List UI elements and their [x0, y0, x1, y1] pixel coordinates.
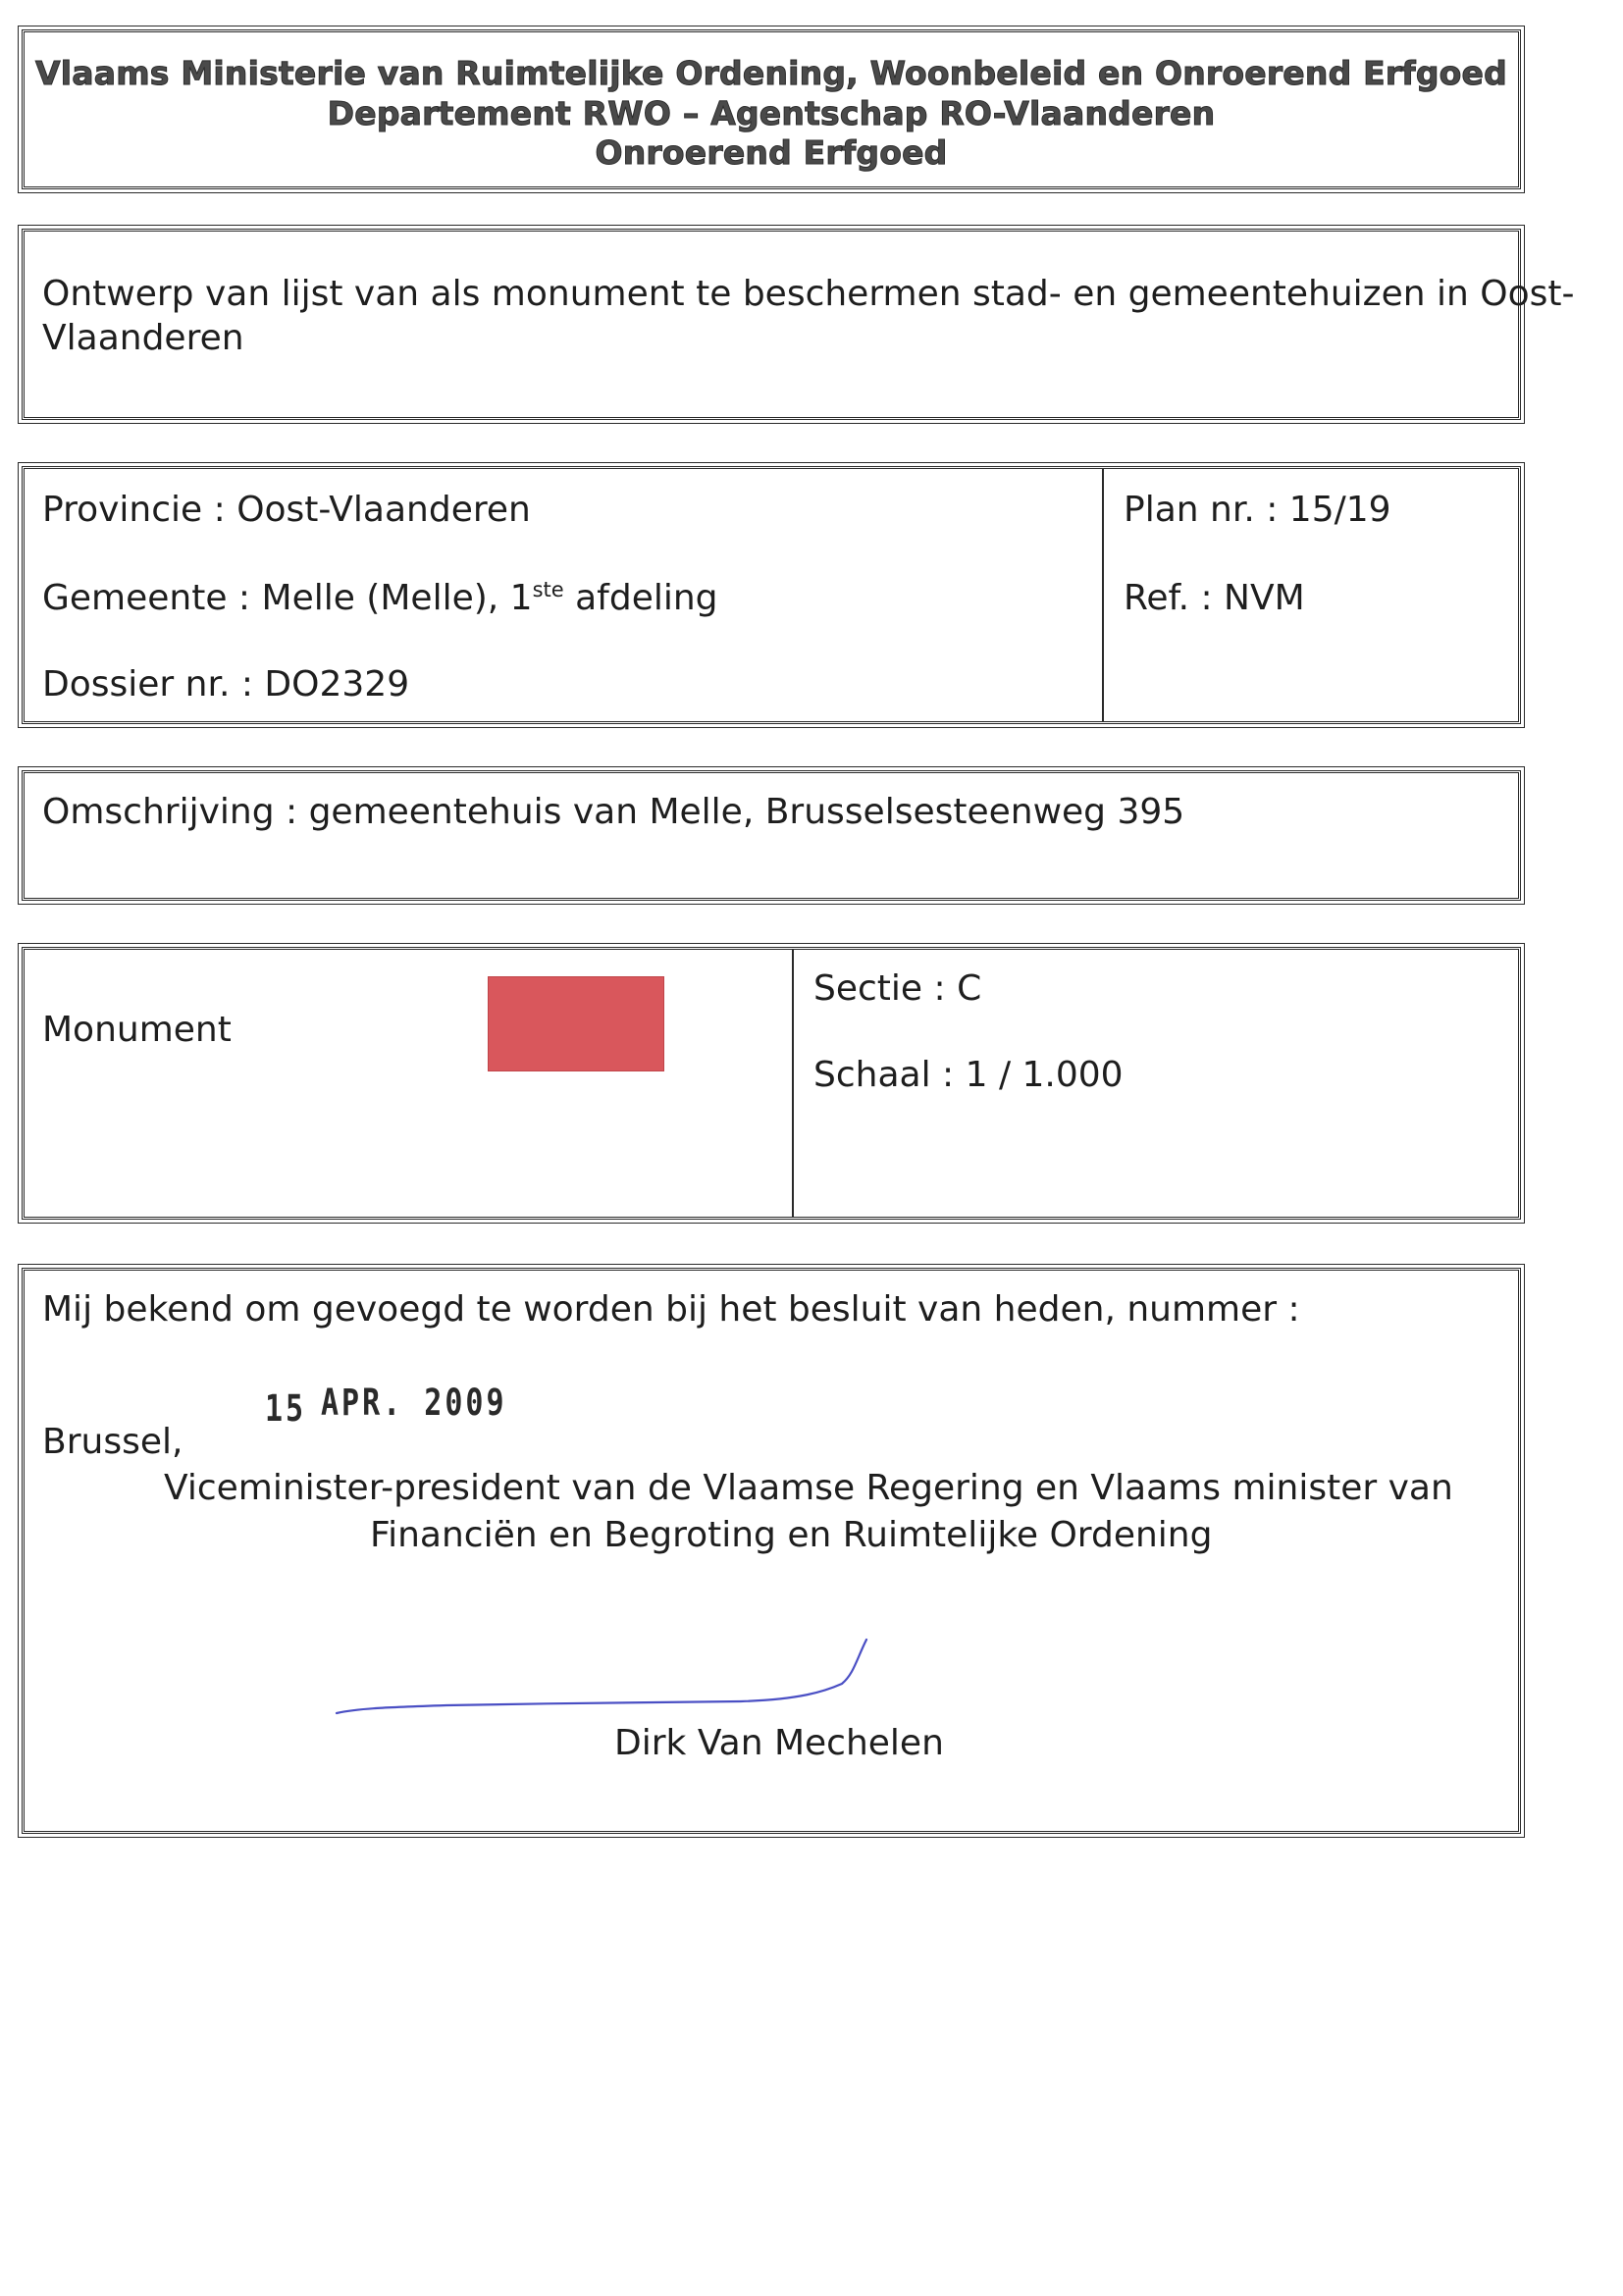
date-stamp-day: 15 — [265, 1387, 307, 1431]
plan-number: Plan nr. : 15/19 — [1124, 490, 1391, 530]
place-brussel: Brussel, — [42, 1422, 183, 1462]
signatory-role-line1: Viceminister-president van de Vlaamse Regering en Vlaams minister van — [164, 1468, 1453, 1508]
header-department: Departement RWO – Agentschap RO-Vlaanderen — [327, 94, 1216, 132]
provincie-field: Provincie : Oost-Vlaanderen — [42, 490, 531, 530]
signatory-name: Dirk Van Mechelen — [614, 1723, 944, 1763]
header-ministry: Vlaams Ministerie van Ruimtelijke Ordening, Woonbeleid en Onroerend Erfgoed — [35, 54, 1507, 92]
info-divider — [1102, 469, 1104, 721]
legend-divider — [792, 950, 794, 1217]
document-title-line2: Vlaanderen — [42, 318, 244, 358]
dossier-number: Dossier nr. : DO2329 — [42, 664, 410, 704]
legend-label-monument: Monument — [42, 1010, 232, 1050]
dossier-info-box — [22, 466, 1521, 724]
description-text: Omschrijving : gemeentehuis van Melle, Brusselsesteenweg 395 — [42, 792, 1185, 832]
handwritten-signature — [329, 1620, 878, 1728]
signatory-role-line2: Financiën en Begroting en Ruimtelijke Ordening — [370, 1515, 1213, 1555]
sectie-field: Sectie : C — [813, 968, 982, 1009]
schaal-field: Schaal : 1 / 1.000 — [813, 1055, 1124, 1095]
legend-box — [22, 947, 1521, 1220]
document-title-box — [22, 229, 1575, 420]
description-box — [22, 770, 1521, 901]
date-stamp-month-year: APR. 2009 — [321, 1382, 507, 1425]
gemeente-field: Gemeente : Melle (Melle), 1ste afdeling — [42, 578, 718, 618]
ministry-header — [22, 29, 1521, 189]
signature-box — [22, 1268, 1521, 1834]
header-agency: Onroerend Erfgoed — [595, 133, 948, 172]
reference: Ref. : NVM — [1124, 578, 1305, 618]
document-title-line1: Ontwerp van lijst van als monument te beschermen stad- en gemeentehuizen in Oost- — [42, 274, 1575, 314]
approval-statement: Mij bekend om gevoegd te worden bij het besluit van heden, nummer : — [42, 1289, 1300, 1330]
monument-color-swatch — [488, 976, 664, 1071]
